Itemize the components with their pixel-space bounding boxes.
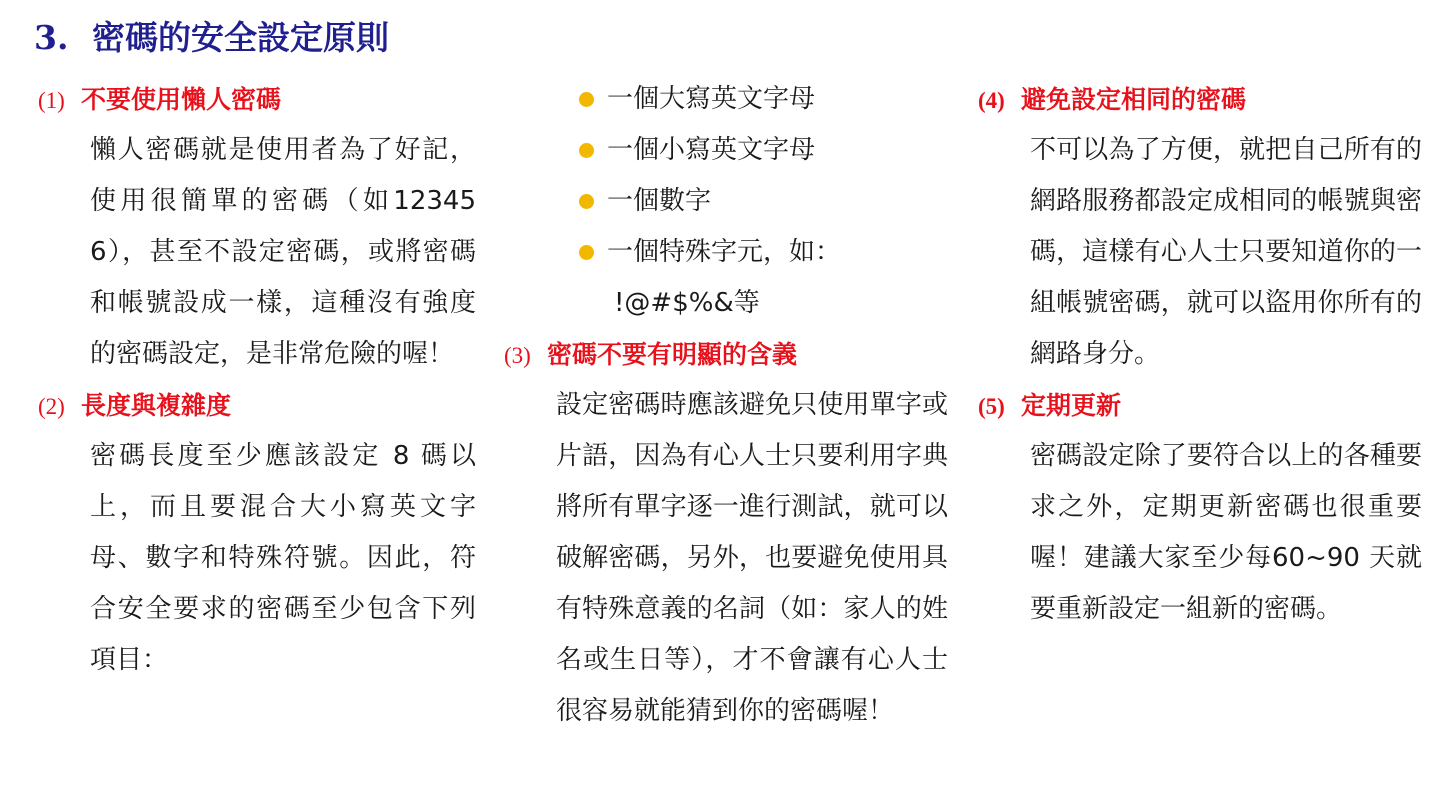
heading-number: 3. xyxy=(34,18,69,57)
section-2-title xyxy=(38,380,478,431)
bullet-dot-icon xyxy=(579,245,594,260)
section-5-title-text: 定期更新 xyxy=(1021,391,1122,420)
section-4-number: (4) xyxy=(978,88,1005,113)
section-3-number: (3) xyxy=(504,343,531,368)
section-4-body: 不可以為了方便，就把自己所有的網路服務都設定成相同的帳號與密碼，這樣有心人士只要知道你的一組帳號密碼，就可以盜用你所有的網路身分。 xyxy=(1030,135,1422,369)
list-item xyxy=(504,74,950,125)
section-2-body: 密碼長度至少應該設定 8 碼以上，而且要混合大小寫英文字母、數字和特殊符號。因此，符合安全要求的密碼至少包含下列項目： xyxy=(90,441,476,675)
section-4-title xyxy=(978,74,1424,125)
section-5-title xyxy=(978,380,1424,431)
section-2-title-text: 長度與複雜度 xyxy=(81,391,232,420)
bullet-dot-icon xyxy=(579,194,594,209)
column-middle xyxy=(504,74,950,737)
section-3-title xyxy=(504,329,950,380)
section-1-title-text: 不要使用懶人密碼 xyxy=(81,85,282,114)
section-1-number: (1) xyxy=(38,88,65,113)
section-1-title xyxy=(38,74,478,125)
section-4-title-text: 避免設定相同的密碼 xyxy=(1021,85,1247,114)
list-item-text: 一個特殊字元，如： xyxy=(607,237,842,267)
page-title xyxy=(34,16,389,60)
section-5-number: (5) xyxy=(978,394,1005,419)
list-item-text: 一個數字 xyxy=(607,186,712,216)
list-item xyxy=(504,125,950,176)
bullet-dot-icon xyxy=(579,143,594,158)
column-right xyxy=(978,74,1424,635)
section-1-body: 懶人密碼就是使用者為了好記，使用很簡單的密碼（如123456），甚至不設定密碼，或將密碼和帳號設成一樣，這種沒有強度的密碼設定，是非常危險的喔！ xyxy=(90,135,476,369)
list-item-text: 一個大寫英文字母 xyxy=(607,84,816,114)
list-item-text: 一個小寫英文字母 xyxy=(607,135,816,165)
section-3-body: 設定密碼時應該避免只使用單字或片語，因為有心人士只要利用字典將所有單字逐一進行測試，就可以破解密碼，另外，也要避免使用具有特殊意義的名詞（如：家人的姓名或生日等），才不會讓有心人士很容易就能猜到你的密碼喔！ xyxy=(556,390,948,726)
heading-text: 密碼的安全設定原則 xyxy=(92,18,389,57)
section-3-title-text: 密碼不要有明顯的含義 xyxy=(547,340,798,369)
list-item xyxy=(504,176,950,227)
bullet-dot-icon xyxy=(579,92,594,107)
list-item xyxy=(504,227,950,278)
special-characters: !@#$%&等 xyxy=(614,288,760,318)
section-2-number: (2) xyxy=(38,394,65,419)
section-5-body: 密碼設定除了要符合以上的各種要求之外，定期更新密碼也很重要喔！建議大家至少每60~90 天就要重新設定一組新的密碼。 xyxy=(1030,441,1422,624)
column-left xyxy=(38,74,478,686)
